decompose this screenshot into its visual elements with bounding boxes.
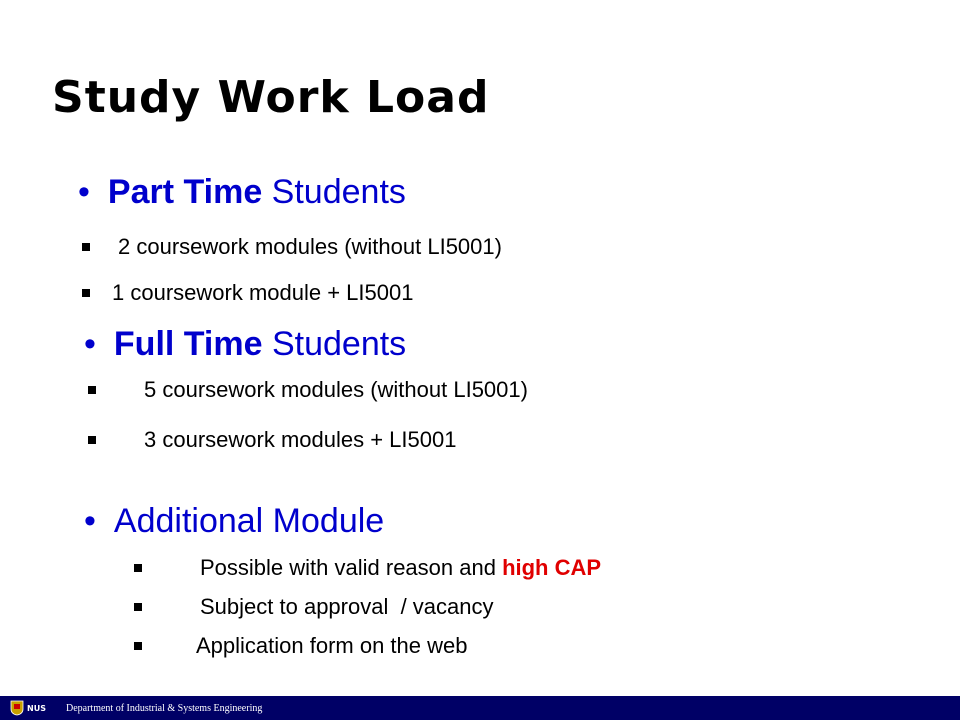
crest-icon bbox=[10, 700, 24, 716]
page-title: Study Work Load bbox=[52, 72, 490, 123]
section-part-time bbox=[78, 173, 406, 212]
list-item bbox=[134, 594, 494, 620]
section-text: Students bbox=[262, 173, 406, 211]
bullet-dot-icon: • bbox=[78, 173, 90, 211]
list-item bbox=[134, 555, 601, 581]
section-text: Additional Module bbox=[113, 502, 385, 540]
section-additional-module bbox=[84, 502, 384, 541]
list-item-text: 2 coursework modules (without LI5001) bbox=[118, 234, 502, 259]
square-bullet-icon bbox=[82, 243, 90, 251]
bullet-dot-icon: • bbox=[84, 325, 96, 363]
footer-bar bbox=[0, 696, 960, 720]
section-text: Students bbox=[262, 325, 407, 363]
nus-logo bbox=[10, 698, 58, 718]
list-item-text: 1 coursework module + LI5001 bbox=[112, 280, 414, 305]
square-bullet-icon bbox=[82, 289, 90, 297]
square-bullet-icon bbox=[88, 436, 96, 444]
section-bold-text: Full Time bbox=[113, 325, 263, 363]
list-item-text: Subject to approval / vacancy bbox=[200, 594, 494, 619]
list-item bbox=[82, 234, 502, 260]
list-item bbox=[88, 377, 528, 403]
square-bullet-icon bbox=[134, 603, 142, 611]
square-bullet-icon bbox=[134, 642, 142, 650]
list-item-text: 3 coursework modules + LI5001 bbox=[144, 427, 457, 452]
section-bold-text: Part Time bbox=[107, 173, 263, 211]
section-full-time bbox=[84, 325, 406, 364]
logo-text: NUS bbox=[27, 703, 46, 713]
bullet-dot-icon: • bbox=[84, 502, 96, 540]
highlight-text: high CAP bbox=[502, 555, 602, 580]
square-bullet-icon bbox=[134, 564, 142, 572]
list-item-text: Possible with valid reason and bbox=[200, 555, 503, 580]
list-item-text: 5 coursework modules (without LI5001) bbox=[144, 377, 528, 402]
square-bullet-icon bbox=[88, 386, 96, 394]
list-item-text: Application form on the web bbox=[196, 633, 468, 658]
department-name: Department of Industrial & Systems Engineering bbox=[66, 702, 263, 714]
list-item bbox=[88, 427, 456, 453]
list-item bbox=[82, 280, 413, 306]
list-item bbox=[134, 633, 468, 659]
